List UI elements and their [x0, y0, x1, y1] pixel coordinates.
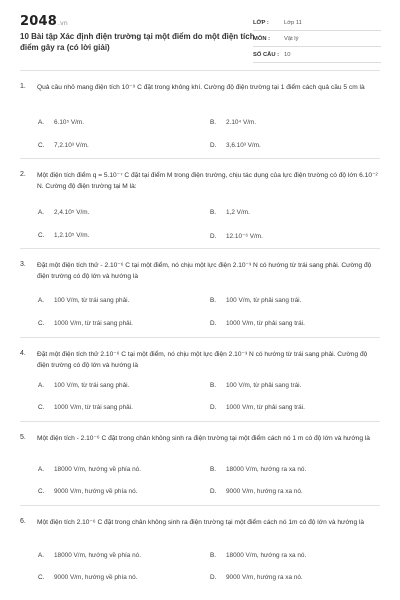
option-text: 1000 V/m, từ trái sang phải.	[54, 404, 133, 411]
answer-option-b[interactable]	[210, 466, 306, 473]
option-text: 18000 V/m, hướng ra xa nó.	[226, 552, 307, 559]
option-text: 12.10⁻⁶ V/m.	[226, 233, 263, 240]
option-letter: D.	[210, 574, 217, 581]
question-divider	[20, 248, 380, 249]
option-letter: C.	[38, 142, 45, 149]
answer-option-c[interactable]	[38, 142, 89, 149]
option-text: 1000 V/m, từ trái sang phải.	[54, 320, 133, 327]
option-text: 100 V/m, từ phải sang trái.	[226, 382, 302, 389]
answer-option-d[interactable]	[210, 232, 263, 240]
option-text: 9000 V/m, hướng ra xa nó.	[226, 574, 303, 581]
question-text: Quả cầu nhỏ mang điện tích 10⁻⁹ C đặt trong không khí. Cường độ điện trường tại 1 điểm cách quả cầu 5 cm là	[37, 84, 365, 91]
answer-option-d[interactable]	[210, 320, 305, 327]
meta-row-subject	[253, 31, 381, 47]
option-letter: C.	[38, 488, 45, 495]
option-text: 1,2.10⁵ V/m.	[54, 232, 90, 239]
option-text: 9000 V/m, hướng về phía nó.	[54, 574, 138, 581]
option-text: 1000 V/m, từ phải sang trái.	[226, 404, 305, 411]
option-letter: B.	[210, 466, 217, 473]
meta-key: MÔN :	[253, 35, 271, 42]
option-text: 18000 V/m, hướng ra xa nó.	[226, 466, 307, 473]
answer-option-a[interactable]	[38, 552, 141, 559]
answer-option-c[interactable]	[38, 232, 89, 239]
question-text: Một điện tích 2.10⁻⁶ C đặt trong chân không sinh ra điện trường tại một điểm cách nó 1m có độ lớn và hướng là	[37, 519, 365, 526]
option-letter: C.	[38, 574, 45, 581]
option-text: 100 V/m, từ trái sang phải.	[54, 297, 130, 304]
question-number: 3.	[20, 261, 26, 268]
question-text: Một điện tích điểm q = 5.10⁻⁷ C đặt tại điểm M trong điện trường, chịu tác dụng của lực điện trường có độ lớn 6.10⁻² N. Cường độ điện trường tại M là:	[37, 172, 378, 190]
logo-text: 2048	[20, 14, 57, 29]
question-number: 6.	[20, 518, 26, 525]
option-letter: B.	[210, 297, 217, 304]
option-letter: C.	[38, 320, 45, 327]
document-title: 10 Bài tập Xác định điện trường tại một điểm do một điện tích điểm gây ra (có lời giải)	[20, 32, 255, 52]
meta-row-count	[253, 47, 381, 63]
meta-value: 10	[284, 51, 291, 58]
answer-option-d[interactable]	[210, 574, 303, 581]
answer-option-a[interactable]	[38, 466, 141, 473]
option-text: 2,4.10⁵ V/m.	[54, 209, 90, 216]
question-divider	[20, 505, 380, 506]
meta-key: SỐ CÂU :	[253, 51, 280, 58]
option-text: 18000 V/m, hướng về phía nó.	[54, 466, 141, 473]
option-letter: D.	[210, 320, 217, 327]
option-letter: C.	[38, 232, 45, 239]
option-text: 100 V/m, từ phải sang trái.	[226, 297, 302, 304]
answer-option-d[interactable]	[210, 142, 261, 149]
question-number: 2.	[20, 171, 26, 178]
option-text: 100 V/m, từ trái sang phải.	[54, 382, 130, 389]
meta-value: Lớp 11	[284, 19, 302, 26]
option-letter: D.	[210, 142, 217, 149]
option-text: 18000 V/m, hướng về phía nó.	[54, 552, 141, 559]
option-letter: B.	[210, 119, 217, 126]
answer-option-a[interactable]	[38, 119, 84, 126]
option-letter: A.	[38, 382, 45, 389]
answer-option-b[interactable]	[210, 209, 250, 216]
answer-option-b[interactable]	[210, 297, 301, 304]
answer-option-a[interactable]	[38, 382, 129, 389]
question-divider	[20, 70, 380, 71]
answer-option-a[interactable]	[38, 297, 129, 304]
option-letter: D.	[210, 488, 217, 495]
meta-value: Vật lý	[284, 35, 299, 42]
question-number: 5.	[20, 434, 26, 441]
question-text: Đặt một điện tích thử 2.10⁻⁶ C tại một điểm, nó chịu một lực điện 2.10⁻³ N có hướng từ trái sang phải. Cường độ điện trường có độ lớn và hướng là	[37, 351, 368, 369]
question-text: Một điện tích - 2.10⁻⁶ C đặt trong chân không sinh ra điện trường tại một điểm cách nó 1 m có độ lớn và hướng là	[37, 435, 370, 442]
question-divider	[20, 158, 380, 159]
answer-option-b[interactable]	[210, 552, 306, 559]
option-letter: B.	[210, 382, 217, 389]
page-header	[0, 0, 400, 64]
answer-option-a[interactable]	[38, 209, 89, 216]
option-text: 2.10⁴ V/m.	[226, 119, 257, 126]
option-letter: D.	[210, 233, 217, 240]
meta-row-class	[253, 15, 381, 31]
option-letter: B.	[210, 209, 217, 216]
option-text: 9000 V/m, hướng ra xa nó.	[226, 488, 303, 495]
question-number: 1.	[20, 83, 26, 90]
option-text: 1,2 V/m.	[226, 209, 250, 216]
answer-option-b[interactable]	[210, 382, 301, 389]
answer-option-b[interactable]	[210, 119, 256, 126]
option-letter: A.	[38, 466, 45, 473]
option-text: 1000 V/m, từ phải sang trái.	[226, 320, 305, 327]
question-divider	[20, 421, 380, 422]
meta-table	[253, 15, 381, 63]
option-text: 6.10⁵ V/m.	[54, 119, 84, 126]
question-number: 4.	[20, 350, 26, 357]
answer-option-c[interactable]	[38, 488, 137, 495]
option-text: 9000 V/m, hướng về phía nó.	[54, 488, 138, 495]
question-text: Đặt một điện tích thử - 2.10⁻⁶ C tại một điểm, nó chịu một lực điện 2.10⁻³ N có hướng từ trái sang phải. Cường độ điện trường có độ lớn và hướng là	[37, 262, 372, 280]
option-letter: A.	[38, 209, 45, 216]
option-letter: A.	[38, 297, 45, 304]
answer-option-c[interactable]	[38, 320, 133, 327]
option-text: 7,2.10³ V/m.	[54, 142, 89, 149]
site-logo[interactable]	[20, 14, 68, 29]
answer-option-c[interactable]	[38, 574, 137, 581]
answer-option-c[interactable]	[38, 404, 133, 411]
option-text: 3,6.10³ V/m.	[226, 142, 261, 149]
option-letter: C.	[38, 404, 45, 411]
logo-domain: .vn	[57, 20, 68, 27]
option-letter: D.	[210, 404, 217, 411]
question-divider	[20, 337, 380, 338]
meta-key: LỚP :	[253, 19, 269, 26]
option-letter: A.	[38, 552, 45, 559]
option-letter: A.	[38, 119, 45, 126]
answer-option-d[interactable]	[210, 488, 303, 495]
answer-option-d[interactable]	[210, 404, 305, 411]
option-letter: B.	[210, 552, 217, 559]
